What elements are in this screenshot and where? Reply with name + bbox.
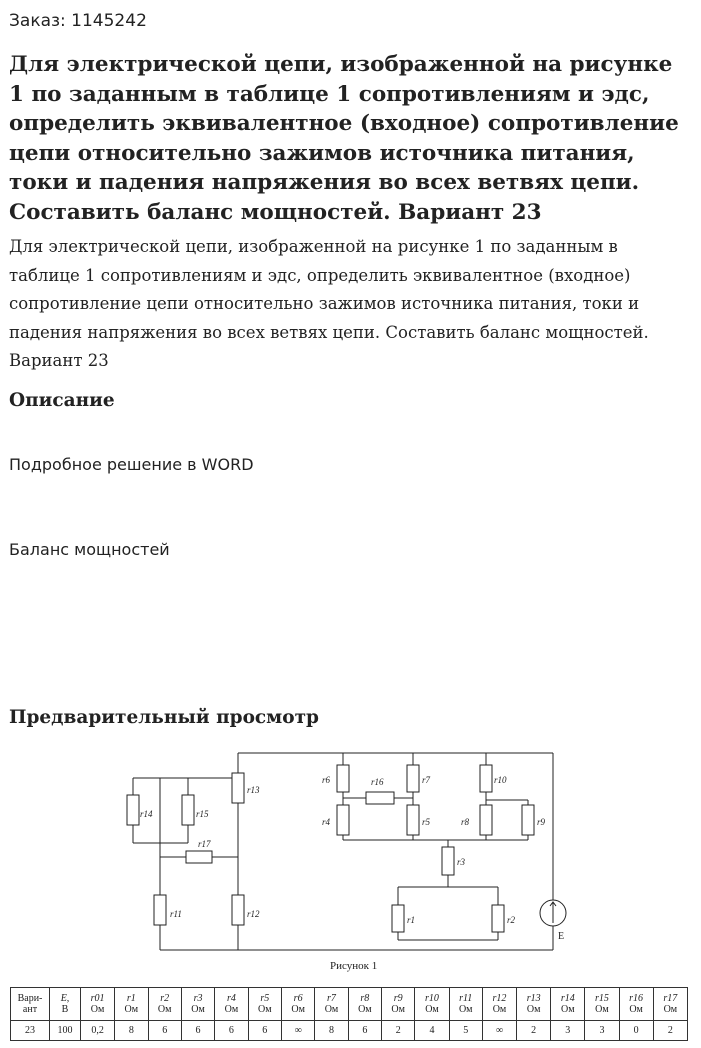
header-symbol: r10 [425,993,439,1004]
resistor-r4 [337,805,349,835]
table-cell: 3 [551,1021,585,1041]
header-e-symbol: E, [60,993,70,1004]
resistor-r12 [232,895,244,925]
label-r12: r12 [247,909,260,919]
task-text: Для электрической цепи, изображенной на рисунке 1 по заданным в таблице 1 сопротивлениям и эдс, определить эквивалентное (входное) сопротивление цепи относительно зажимов источника питания, токи и падения напряжения во всех ветвях цепи. Составить баланс мощностей. Вариант 23 [9,237,649,370]
header-r13 [517,988,551,1021]
table-cell: 6 [215,1021,248,1041]
table-cell: ∞ [482,1021,516,1041]
label-e: E [558,931,565,942]
header-e-unit: В [61,1004,69,1015]
resistor-r6 [337,765,349,792]
header-symbol: r4 [226,993,236,1004]
header-e [50,988,81,1021]
header-unit: Ом [291,1004,305,1015]
header-r8 [348,988,381,1021]
header-unit: Ом [561,1004,575,1015]
header-r01 [81,988,115,1021]
header-symbol: r3 [193,993,203,1004]
label-r14: r14 [140,809,153,819]
table-cell: 100 [50,1021,81,1041]
header-symbol: r01 [90,993,105,1004]
header-r6 [281,988,314,1021]
header-r12 [482,988,516,1021]
label-r9: r9 [537,817,546,827]
header-symbol: r17 [663,993,678,1004]
label-r8: r8 [461,817,470,827]
table-row [11,1021,688,1041]
table-cell: ∞ [281,1021,314,1041]
header-r16 [619,988,653,1021]
parameters-table [10,987,688,1041]
label-r13: r13 [247,785,260,795]
resistor-r10 [480,765,492,792]
table-cell: 0 [619,1021,653,1041]
header-unit: Ом [257,1004,272,1015]
resistor-r13 [232,773,244,803]
header-unit: Ом [492,1004,507,1015]
resistor-r3 [442,847,454,875]
circuit-diagram [118,745,568,955]
header-r2 [148,988,181,1021]
header-unit: Ом [224,1004,239,1015]
header-symbol: r6 [293,993,303,1004]
table-cell: 3 [585,1021,619,1041]
header-r17 [653,988,687,1021]
description-solution: Подробное решение в WORD [9,455,254,474]
description-heading: Описание [9,390,115,411]
table-cell: 6 [348,1021,381,1041]
resistor-r7 [407,765,419,792]
header-symbol: r7 [327,993,336,1004]
header-symbol: r14 [560,993,575,1004]
header-r3 [181,988,214,1021]
label-r15: r15 [196,809,209,819]
header-variant: Вари-ант [11,988,50,1021]
table-cell: 6 [248,1021,281,1041]
order-number: Заказ: 1145242 [9,11,147,31]
table-header-row [11,988,688,1021]
table-cell: 2 [382,1021,415,1041]
header-symbol: r13 [526,993,541,1004]
resistor-r8 [480,805,492,835]
header-symbol: r11 [459,993,473,1004]
resistor-r5 [407,805,419,835]
resistor-r15 [182,795,194,825]
label-r17: r17 [198,839,211,849]
header-r10 [415,988,449,1021]
header-symbol: r9 [393,993,403,1004]
header-r9 [382,988,415,1021]
resistor-r14 [127,795,139,825]
header-r15 [585,988,619,1021]
table-cell: 0,2 [81,1021,115,1041]
header-unit: Ом [358,1004,372,1015]
header-unit: Ом [324,1004,339,1015]
table-cell: 8 [315,1021,348,1041]
header-symbol: r5 [260,993,270,1004]
label-r3: r3 [457,857,466,867]
description-balance: Баланс мощностей [9,540,170,559]
label-r5: r5 [422,817,431,827]
table-cell: 2 [653,1021,687,1041]
header-r14 [551,988,585,1021]
label-r10: r10 [494,775,507,785]
label-r1: r1 [407,915,416,925]
table-cell: 4 [415,1021,449,1041]
label-r11: r11 [170,909,182,919]
table-cell: 2 [517,1021,551,1041]
header-r11 [449,988,482,1021]
page-title: Для электрической цепи, изображенной на рисунке 1 по заданным в таблице 1 сопротивлениям и эдс, определить эквивалентное (входное) сопротивление цепи относительно зажимов источника питания, токи и падения напряжения во всех ветвях цепи. Составить баланс мощностей. Вариант 23 [9,52,679,225]
header-symbol: r8 [360,993,370,1004]
header-unit: Ом [595,1004,609,1015]
table-cell: 23 [11,1021,50,1041]
table-cell: 6 [181,1021,214,1041]
header-unit: Ом [90,1004,105,1015]
header-symbol: r15 [595,993,609,1004]
header-symbol: r2 [160,993,170,1004]
header-unit: Ом [124,1004,139,1015]
header-unit: Ом [458,1004,473,1015]
header-unit: Ом [425,1004,439,1015]
header-r1 [115,988,148,1021]
label-r6: r6 [322,775,331,785]
label-r2: r2 [507,915,516,925]
table-cell: 5 [449,1021,482,1041]
resistor-r17 [186,851,212,863]
header-r7 [315,988,348,1021]
header-r4 [215,988,248,1021]
figure-caption: Рисунок 1 [330,960,378,972]
label-r7: r7 [422,775,431,785]
header-unit: Ом [191,1004,205,1015]
header-symbol: r1 [126,993,136,1004]
preview-heading: Предварительный просмотр [9,707,319,728]
header-symbol: r12 [492,993,507,1004]
header-unit: Ом [663,1004,678,1015]
resistor-r16 [366,792,394,804]
header-symbol: r16 [629,993,644,1004]
resistor-r2 [492,905,504,932]
resistor-r9 [522,805,534,835]
header-unit: Ом [526,1004,541,1015]
header-unit: Ом [391,1004,405,1015]
label-r4: r4 [322,817,331,827]
table-cell: 8 [115,1021,148,1041]
header-unit: Ом [157,1004,172,1015]
resistor-r11 [154,895,166,925]
header-r5 [248,988,281,1021]
header-unit: Ом [629,1004,643,1015]
resistor-r1 [392,905,404,932]
label-r16: r16 [371,777,384,787]
table-cell: 6 [148,1021,181,1041]
